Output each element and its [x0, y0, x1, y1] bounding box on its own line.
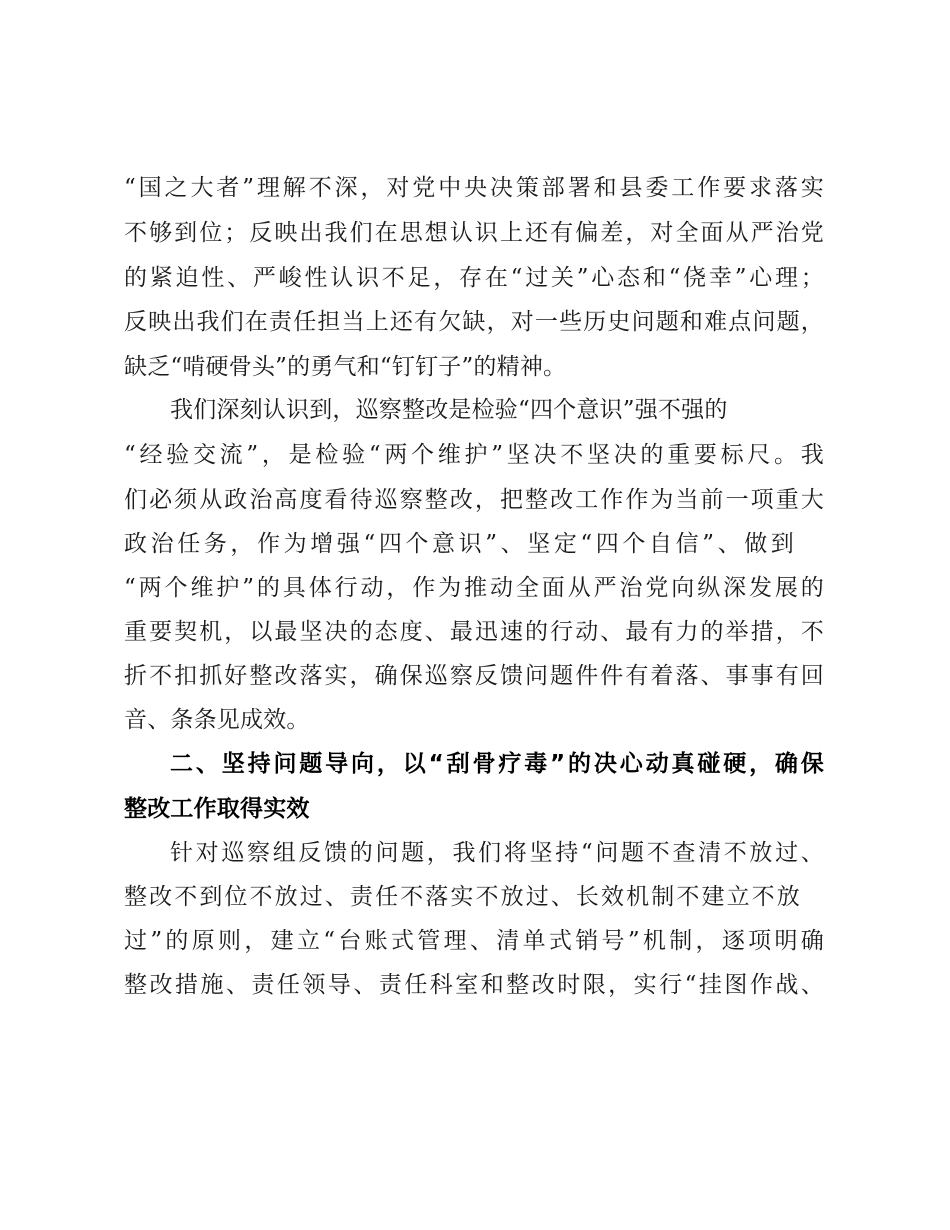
body-line: “国之大者”理解不深，对党中央决策部署和县委工作要求落实: [124, 175, 824, 201]
body-line: “两个维护”的具体行动，作为推动全面从严治党向纵深发展的: [124, 575, 824, 601]
paragraph-first-line: 针对巡察组反馈的问题，我们将坚持“问题不查清不放过、: [170, 840, 824, 866]
body-line: 过”的原则，建立“台账式管理、清单式销号”机制，逐项明确: [124, 928, 824, 954]
body-line: 们必须从政治高度看待巡察整改，把整改工作作为当前一项重大: [124, 487, 824, 513]
body-line: 折不扣抓好整改落实，确保巡察反馈问题件件有着落、事事有回: [124, 663, 824, 689]
section-heading: 二、坚持问题导向，以“刮骨疗毒”的决心动真碰硬，确保: [170, 751, 824, 777]
body-line: 整改措施、责任领导、责任科室和整改时限，实行“挂图作战、: [124, 972, 824, 998]
body-line: 不够到位；反映出我们在思想认识上还有偏差，对全面从严治党: [124, 220, 824, 246]
paragraph-first-line: 我们深刻认识到，巡察整改是检验“四个意识”强不强的: [170, 397, 728, 423]
body-line: 的紧迫性、严峻性认识不足，存在“过关”心态和“侥幸”心理；: [124, 265, 824, 291]
body-line: 整改不到位不放过、责任不落实不放过、长效机制不建立不放: [124, 884, 800, 910]
body-line: 缺乏“啃硬骨头”的勇气和“钉钉子”的精神。: [124, 354, 567, 380]
section-heading: 整改工作取得实效: [124, 796, 310, 822]
body-line: 音、条条见成效。: [124, 707, 310, 733]
body-line: 政治任务，作为增强“四个意识”、坚定“四个自信”、做到: [124, 531, 794, 557]
body-line: 反映出我们在责任担当上还有欠缺，对一些历史问题和难点问题，: [124, 309, 824, 335]
body-line: “经验交流”，是检验“两个维护”坚决不坚决的重要标尺。我: [124, 442, 824, 468]
body-line: 重要契机，以最坚决的态度、最迅速的行动、最有力的举措，不: [124, 619, 824, 645]
